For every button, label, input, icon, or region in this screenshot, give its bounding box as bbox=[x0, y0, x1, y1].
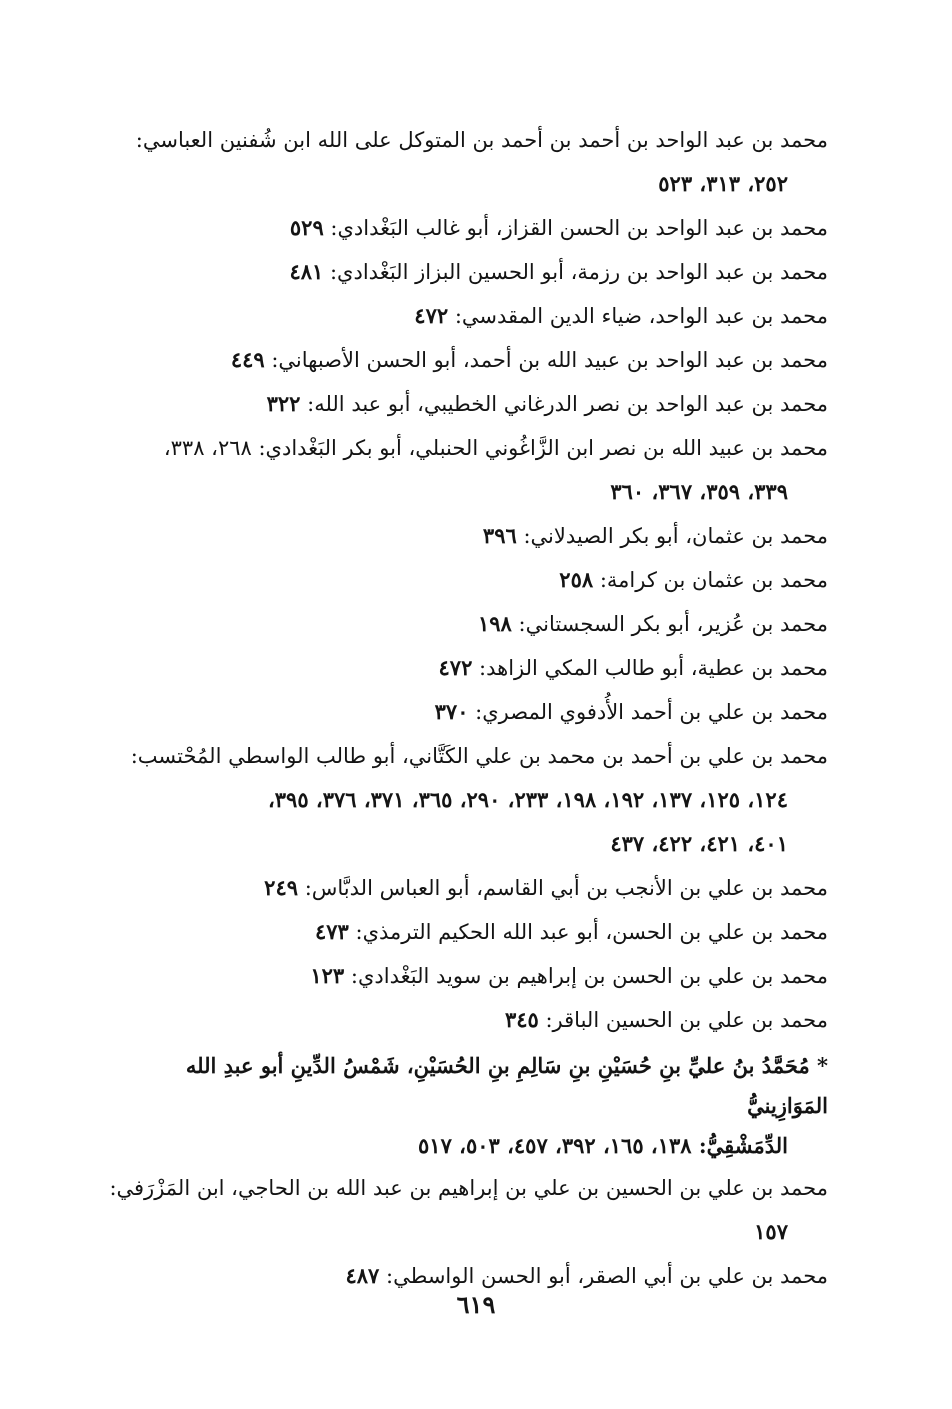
entry-pages: ١٩٨ bbox=[477, 611, 512, 636]
entry-heading: محمد بن علي بن الحسين بن علي بن إبراهيم بن عبد الله بن الحاجي، ابن المَزْرَفي: bbox=[109, 1176, 828, 1200]
entry-pages: ٤٧٢ bbox=[414, 303, 449, 328]
entry-heading bbox=[100, 1046, 828, 1126]
entry-heading: محمد بن علي بن أحمد بن محمد بن علي الكَتَّاني، أبو طالب الواسطي المُحْتسب: bbox=[130, 744, 828, 768]
index-entry bbox=[100, 910, 828, 954]
entry-pages: ٤٤٩ bbox=[230, 347, 265, 372]
index-entry bbox=[100, 206, 828, 250]
entry-continuation bbox=[100, 1126, 828, 1166]
index-entry bbox=[100, 426, 828, 514]
entry-name: محمد بن علي بن الأنجب بن أبي القاسم، أبو العباس الدبَّاس: bbox=[304, 876, 828, 900]
entry-pages: ٣٩٦ bbox=[482, 523, 517, 548]
entry-pages: ١٣٨، ١٦٥، ٣٩٢، ٤٥٧، ٥٠٣، ٥١٧ bbox=[418, 1133, 692, 1158]
entry-name: محمد بن عبد الواحد بن الحسن القزاز، أبو غالب البَغْدادي: bbox=[330, 216, 828, 240]
index-entry bbox=[100, 866, 828, 910]
index-entry bbox=[100, 954, 828, 998]
index-entry bbox=[100, 250, 828, 294]
entry-heading: محمد بن عبيد الله بن نصر ابن الزَّاغُوني الحنبلي، أبو بكر البَغْدادي: ٢٦٨، ٣٣٨، bbox=[163, 436, 828, 460]
page-number: ٦١٩ bbox=[456, 1290, 496, 1319]
entry-pages: ٣٣٩، ٣٥٩، ٣٦٧، ٣٦٠ bbox=[610, 479, 788, 504]
index-entry-marked bbox=[100, 1046, 828, 1166]
index-entry bbox=[100, 1166, 828, 1254]
entry-pages-continued: ٤٠١، ٤٢١، ٤٢٢، ٤٣٧ bbox=[610, 831, 788, 856]
entry-name: محمد بن علي بن أبي الصقر، أبو الحسن الواسطي: bbox=[386, 1264, 828, 1288]
entry-pages: ٣٤٥ bbox=[504, 1007, 539, 1032]
entry-pages: ٥٢٩ bbox=[289, 215, 324, 240]
entry-name: محمد بن عبد الواحد بن رزمة، أبو الحسين البزاز البَغْدادي: bbox=[329, 260, 828, 284]
index-entry bbox=[100, 646, 828, 690]
entry-pages: ٢٥٨ bbox=[559, 567, 594, 592]
entry-name: * مُحَمَّدُ بنُ عليِّ بنِ حُسَيْنِ بنِ سَالِمِ بنِ الحُسَيْنِ، شَمْسُ الدِّينِ أبو عبدِ الله المَوَازِينيُّ bbox=[185, 1053, 828, 1118]
entry-pages: ٤٨٧ bbox=[345, 1263, 380, 1288]
entry-name: محمد بن عبد الواحد بن نصر الدرغاني الخطيبي، أبو عبد الله: bbox=[307, 392, 828, 416]
entry-name: محمد بن عثمان، أبو بكر الصيدلاني: bbox=[523, 524, 828, 548]
entry-name: محمد بن علي بن الحسن بن إبراهيم بن سويد البَغْدادي: bbox=[350, 964, 828, 988]
entry-name: محمد بن عبد الواحد بن عبيد الله بن أحمد، أبو الحسن الأصبهاني: bbox=[271, 348, 828, 372]
entry-name: محمد بن عثمان بن كرامة: bbox=[599, 568, 828, 592]
index-entry bbox=[100, 734, 828, 866]
index-entry bbox=[100, 514, 828, 558]
index-entry bbox=[100, 382, 828, 426]
index-entry bbox=[100, 602, 828, 646]
entry-heading: محمد بن عبد الواحد بن أحمد بن أحمد بن المتوكل على الله ابن شُفنين العباسي: bbox=[135, 128, 828, 152]
entry-name: محمد بن عُزير، أبو بكر السجستاني: bbox=[518, 612, 828, 636]
entry-pages: ١٢٣ bbox=[310, 963, 345, 988]
index-entry bbox=[100, 118, 828, 206]
entry-name: محمد بن علي بن أحمد الأُدفوي المصري: bbox=[475, 700, 828, 724]
entry-pages: ١٢٤، ١٢٥، ١٣٧، ١٩٢، ١٩٨، ٢٣٣، ٢٩٠، ٣٦٥، ٣٧١، ٣٧٦، ٣٩٥، bbox=[268, 787, 788, 812]
entry-pages: ٣٧٠ bbox=[434, 699, 469, 724]
entry-pages: ١٥٧ bbox=[754, 1219, 788, 1244]
index-entry bbox=[100, 294, 828, 338]
entry-pages: ٢٤٩ bbox=[264, 875, 299, 900]
biographical-index bbox=[100, 118, 828, 1298]
entry-pages: ٢٥٢، ٣١٣، ٥٢٣ bbox=[658, 171, 788, 196]
index-entry bbox=[100, 998, 828, 1042]
entry-pages: ٤٧٢ bbox=[438, 655, 473, 680]
entry-name-continued: الدِّمَشْقِيُّ: bbox=[698, 1133, 788, 1158]
entry-name: محمد بن علي بن الحسن، أبو عبد الله الحكيم الترمذي: bbox=[355, 920, 828, 944]
index-entry bbox=[100, 690, 828, 734]
index-entry bbox=[100, 338, 828, 382]
entry-name: محمد بن عطية، أبو طالب المكي الزاهد: bbox=[479, 656, 828, 680]
entry-pages: ٤٧٣ bbox=[314, 919, 349, 944]
entry-pages: ٤٨١ bbox=[289, 259, 324, 284]
entry-name: محمد بن عبد الواحد، ضياء الدين المقدسي: bbox=[454, 304, 828, 328]
entry-name: محمد بن علي بن الحسين الباقر: bbox=[545, 1008, 828, 1032]
index-entry bbox=[100, 558, 828, 602]
entry-pages: ٣٢٢ bbox=[266, 391, 301, 416]
